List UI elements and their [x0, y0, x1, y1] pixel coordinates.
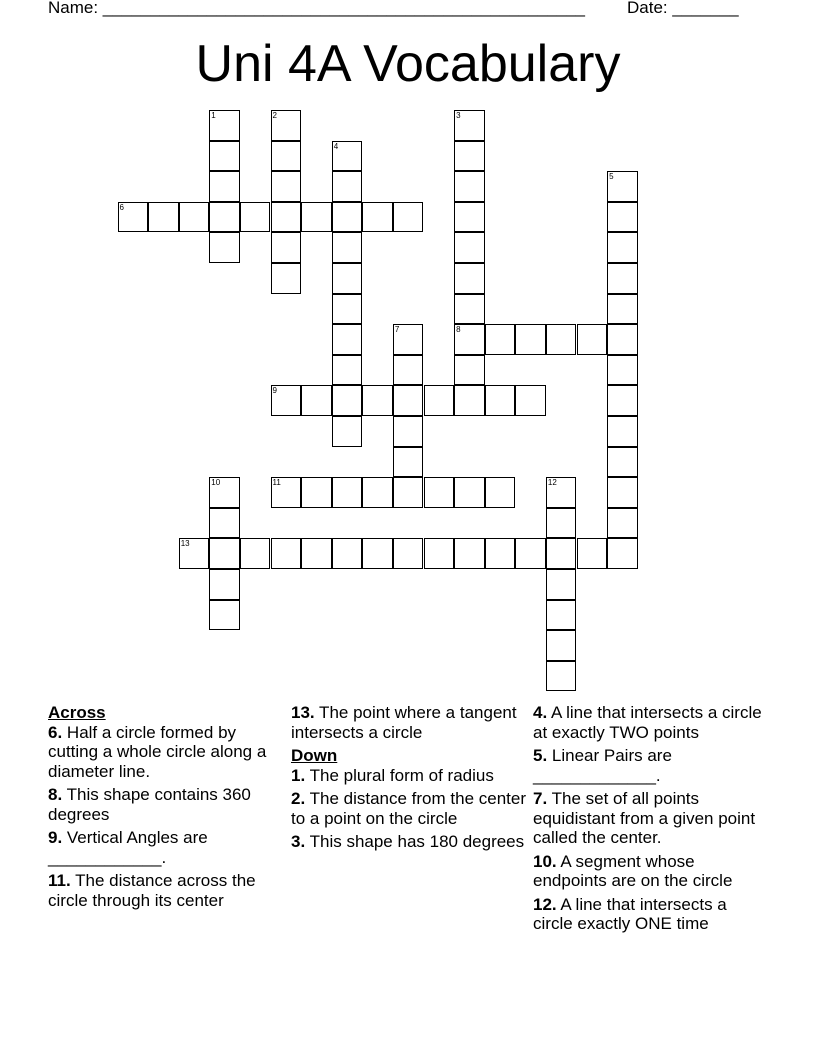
down-heading: Down: [291, 746, 338, 765]
grid-cell[interactable]: [515, 324, 546, 355]
grid-cell[interactable]: [332, 477, 363, 508]
across-clue-9: [48, 828, 283, 867]
grid-cell[interactable]: [332, 232, 363, 263]
cell-number-7: 7: [394, 325, 400, 335]
grid-cell[interactable]: [485, 324, 516, 355]
grid-cell[interactable]: [332, 355, 363, 386]
grid-cell[interactable]: [362, 385, 393, 416]
grid-cell[interactable]: [271, 232, 302, 263]
grid-cell[interactable]: [271, 202, 302, 233]
grid-cell[interactable]: [515, 385, 546, 416]
grid-cell[interactable]: [546, 508, 577, 539]
cell-number-4: 4: [333, 141, 339, 151]
grid-cell[interactable]: [546, 630, 577, 661]
grid-cell[interactable]: [607, 508, 638, 539]
grid-cell[interactable]: [393, 538, 424, 569]
clue-text: The plural form of radius: [305, 765, 494, 785]
grid-cell[interactable]: [393, 477, 424, 508]
grid-cell[interactable]: [485, 477, 516, 508]
clue-text: Vertical Angles are ____________.: [48, 828, 208, 867]
cell-number-1: 1: [211, 111, 216, 120]
date-line: Date: _______: [627, 0, 739, 17]
grid-cell[interactable]: [546, 661, 577, 692]
grid-cell[interactable]: [301, 538, 332, 569]
grid-cell[interactable]: [301, 385, 332, 416]
grid-cell[interactable]: [546, 600, 577, 631]
grid-cell[interactable]: [546, 569, 577, 600]
grid-cell[interactable]: [332, 263, 363, 294]
clue-number: 6.: [48, 722, 63, 742]
grid-cell[interactable]: [454, 171, 485, 202]
grid-cell[interactable]: [332, 294, 363, 325]
grid-cell[interactable]: [485, 385, 516, 416]
grid-cell[interactable]: [454, 355, 485, 386]
clue-number: 3.: [291, 832, 306, 851]
cell-number-3: 3: [456, 111, 461, 120]
grid-cell[interactable]: [607, 538, 638, 569]
grid-cell[interactable]: [454, 538, 485, 569]
grid-cell[interactable]: [607, 477, 638, 508]
across-clue-6: [48, 723, 283, 782]
grid-cell[interactable]: [577, 324, 608, 355]
clue-number: 2.: [291, 789, 306, 808]
cell-number-5: 5: [609, 172, 614, 182]
grid-cell[interactable]: [240, 202, 271, 233]
grid-cell[interactable]: [393, 202, 424, 233]
clue-text: The point where a tangent intersects a circle: [291, 703, 517, 742]
grid-cell[interactable]: [454, 294, 485, 325]
grid-cell[interactable]: [607, 294, 638, 325]
grid-cell[interactable]: [454, 477, 485, 508]
grid-cell[interactable]: [301, 202, 332, 233]
grid-cell[interactable]: [209, 508, 240, 539]
grid-cell[interactable]: [271, 141, 302, 172]
grid-cell[interactable]: [454, 263, 485, 294]
clue-text: This shape contains 360 degrees: [48, 785, 251, 824]
clue-text: This shape has 180 degrees: [305, 832, 525, 851]
down-clue-3: [291, 832, 526, 852]
clue-text: Half a circle formed by cutting a whole circle along a diameter line.: [48, 722, 267, 781]
grid-cell[interactable]: [607, 385, 638, 416]
cell-number-6: 6: [119, 202, 124, 212]
grid-cell[interactable]: [332, 171, 363, 202]
name-line: Name: ___________________________________________________: [48, 0, 585, 17]
grid-cell[interactable]: [271, 538, 302, 569]
grid-cell[interactable]: [148, 202, 179, 233]
grid-cell[interactable]: [209, 600, 240, 631]
grid-cell[interactable]: [546, 324, 577, 355]
across-clue-13: [291, 703, 526, 742]
clue-number: 4.: [533, 703, 548, 722]
clue-text: The set of all points equidistant from a given point called the center.: [533, 789, 756, 847]
down-clue-12: [533, 895, 768, 934]
clue-column-1: [48, 703, 283, 914]
grid-cell[interactable]: [393, 385, 424, 416]
grid-cell[interactable]: [546, 538, 577, 569]
clue-column-2: [291, 703, 526, 856]
down-clue-2: [291, 789, 526, 828]
grid-cell[interactable]: [454, 385, 485, 416]
cell-number-11: 11: [272, 478, 281, 488]
clue-number: 7.: [533, 789, 548, 808]
grid-cell[interactable]: [607, 447, 638, 478]
grid-cell[interactable]: [240, 538, 271, 569]
grid-cell[interactable]: [362, 538, 393, 569]
across-clue-8: [48, 785, 283, 824]
clue-number: 8.: [48, 785, 63, 804]
clue-text: A line that intersects a circle at exactly TWO points: [533, 703, 762, 742]
clue-text: The distance from the center to a point on the circle: [291, 789, 526, 828]
clue-number: 9.: [48, 828, 63, 847]
page-title: Uni 4A Vocabulary: [195, 35, 621, 93]
grid-cell[interactable]: [424, 385, 455, 416]
grid-cell[interactable]: [271, 263, 302, 294]
grid-cell[interactable]: [454, 141, 485, 172]
grid-cell[interactable]: [393, 355, 424, 386]
grid-cell[interactable]: [607, 416, 638, 447]
down-clue-5: [533, 746, 768, 785]
grid-cell[interactable]: [607, 324, 638, 355]
grid-cell[interactable]: [332, 202, 363, 233]
grid-cell[interactable]: [332, 538, 363, 569]
down-clue-1: [291, 766, 526, 786]
clue-text: A line that intersects a circle exactly ONE time: [533, 894, 727, 933]
grid-cell[interactable]: [179, 202, 210, 233]
grid-cell[interactable]: [271, 171, 302, 202]
cell-number-13: 13: [180, 539, 190, 549]
grid-cell[interactable]: [577, 538, 608, 569]
grid-cell[interactable]: [209, 202, 240, 233]
grid-cell[interactable]: [209, 141, 240, 172]
grid-cell[interactable]: [301, 477, 332, 508]
clue-number: 1.: [291, 765, 306, 785]
clue-number: 11.: [48, 871, 71, 890]
clue-column-3: [533, 703, 768, 938]
down-clue-10: [533, 852, 768, 891]
grid-cell[interactable]: [424, 538, 455, 569]
grid-cell[interactable]: [209, 171, 240, 202]
grid-cell[interactable]: [362, 202, 393, 233]
grid-cell[interactable]: [607, 263, 638, 294]
grid-cell[interactable]: [209, 569, 240, 600]
grid-cell[interactable]: [515, 538, 546, 569]
grid-cell[interactable]: [209, 538, 240, 569]
grid-cell[interactable]: [607, 202, 638, 233]
grid-cell[interactable]: [332, 324, 363, 355]
grid-cell[interactable]: [424, 477, 455, 508]
grid-cell[interactable]: [607, 355, 638, 386]
clue-number: 12.: [533, 894, 557, 914]
grid-cell[interactable]: [393, 447, 424, 478]
clue-text: The distance across the circle through its center: [48, 871, 256, 910]
clue-number: 10.: [533, 851, 557, 871]
cell-number-12: 12: [547, 478, 557, 488]
clue-text: A segment whose endpoints are on the circle: [533, 851, 733, 890]
grid-cell[interactable]: [485, 538, 516, 569]
cell-number-2: 2: [272, 111, 277, 120]
down-clue-7: [533, 789, 768, 848]
across-clue-11: [48, 871, 283, 910]
grid-cell[interactable]: [454, 202, 485, 233]
grid-cell[interactable]: [362, 477, 393, 508]
down-clue-4: [533, 703, 768, 742]
grid-cell[interactable]: [454, 232, 485, 263]
across-heading: Across: [48, 703, 106, 722]
cell-number-10: 10: [211, 478, 221, 488]
grid-cell[interactable]: [607, 232, 638, 263]
grid-cell[interactable]: [332, 416, 363, 447]
clue-number: 5.: [533, 746, 548, 765]
grid-cell[interactable]: [332, 385, 363, 416]
grid-cell[interactable]: [393, 416, 424, 447]
cell-number-8: 8: [456, 325, 461, 335]
cell-number-9: 9: [272, 386, 277, 396]
clue-text: Linear Pairs are _____________.: [533, 746, 672, 785]
grid-cell[interactable]: [209, 232, 240, 263]
clue-number: 13.: [291, 703, 315, 722]
